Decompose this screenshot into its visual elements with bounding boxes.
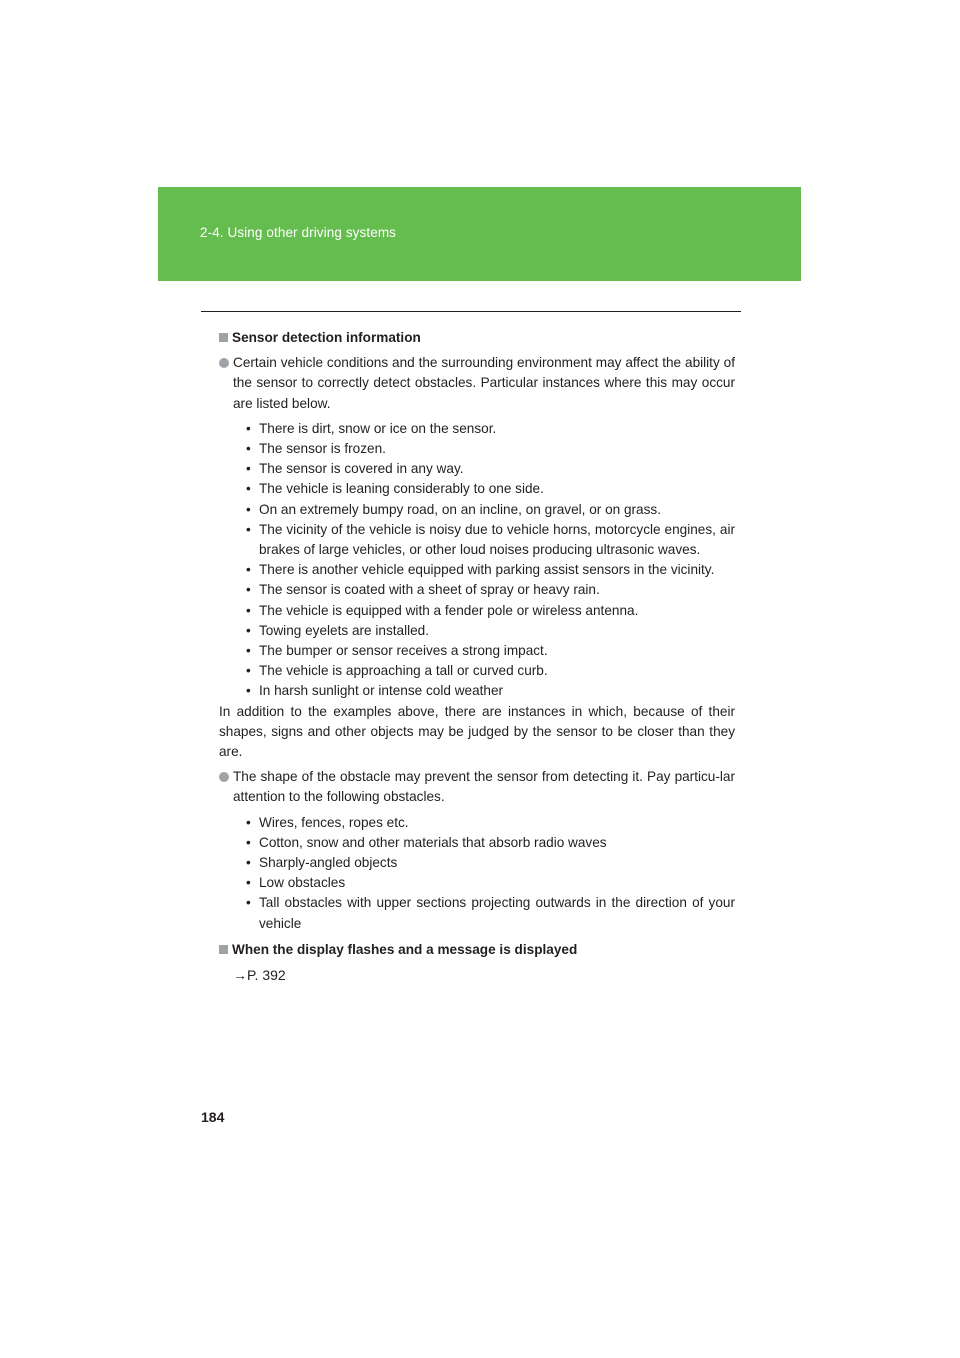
list-item: • Wires, fences, ropes etc. — [246, 814, 409, 830]
bullet-conditions — [219, 353, 735, 414]
list-item: • The sensor is coated with a sheet of spray or heavy rain. — [246, 582, 600, 598]
conditions-list — [219, 419, 735, 702]
list-item: • There is another vehicle equipped with parking assist sensors in the vicinity. — [246, 562, 715, 578]
list-item: • On an extremely bumpy road, on an incline, on gravel, or on grass. — [246, 501, 661, 517]
paragraph-additional-examples: In addition to the examples above, there are instances in which, because of their shapes, signs and other objects may be judged by the sensor to be closer than they are. — [219, 703, 735, 760]
section-header-band — [158, 187, 801, 281]
list-item: • The sensor is covered in any way. — [246, 461, 464, 477]
circle-bullet-icon — [219, 358, 229, 368]
bullet-obstacle-shape — [219, 767, 735, 807]
square-marker-icon — [219, 945, 228, 954]
list-item: • In harsh sunlight or intense cold weather — [246, 683, 504, 699]
divider-line — [201, 311, 741, 312]
heading-display-flashes — [219, 940, 735, 960]
bullet-text: Certain vehicle conditions and the surrounding environment may affect the ability of the sensor to correctly detect obstacles. Particular instances where this may occur are listed below. — [233, 355, 735, 411]
list-item: • Cotton, snow and other materials that absorb radio waves — [246, 834, 607, 850]
heading-sensor-detection — [219, 328, 735, 348]
list-item: • Low obstacles — [246, 875, 346, 891]
list-item: • The vehicle is leaning considerably to one side. — [246, 481, 544, 497]
list-item: • The vicinity of the vehicle is noisy due to vehicle horns, motorcycle engines, air brakes of large vehicles, or other loud noises producing ultrasonic waves. — [246, 521, 735, 558]
obstacles-list — [219, 813, 735, 934]
bullet-text: The shape of the obstacle may prevent the sensor from detecting it. Pay particu-lar attention to the following obstacles. — [233, 769, 735, 805]
list-item: • There is dirt, snow or ice on the sensor. — [246, 420, 497, 436]
list-item: • The bumper or sensor receives a strong impact. — [246, 643, 548, 659]
list-item: • The vehicle is approaching a tall or curved curb. — [246, 663, 548, 679]
heading-text: When the display flashes and a message is displayed — [232, 941, 578, 957]
page-reference-link[interactable]: →P. 392 — [233, 967, 286, 984]
list-item: • Tall obstacles with upper sections projecting outwards in the direction of your vehicle — [246, 895, 735, 931]
list-item: • The vehicle is equipped with a fender pole or wireless antenna. — [246, 602, 639, 618]
content-area — [219, 328, 735, 985]
list-item: • Sharply-angled objects — [246, 855, 398, 871]
list-item: • Towing eyelets are installed. — [246, 622, 430, 638]
list-item: • The sensor is frozen. — [246, 441, 386, 457]
circle-bullet-icon — [219, 772, 229, 782]
square-marker-icon — [219, 333, 228, 342]
section-title: 2-4. Using other driving systems — [200, 225, 397, 240]
page-number: 184 — [201, 1109, 225, 1125]
heading-text: Sensor detection information — [232, 330, 421, 345]
